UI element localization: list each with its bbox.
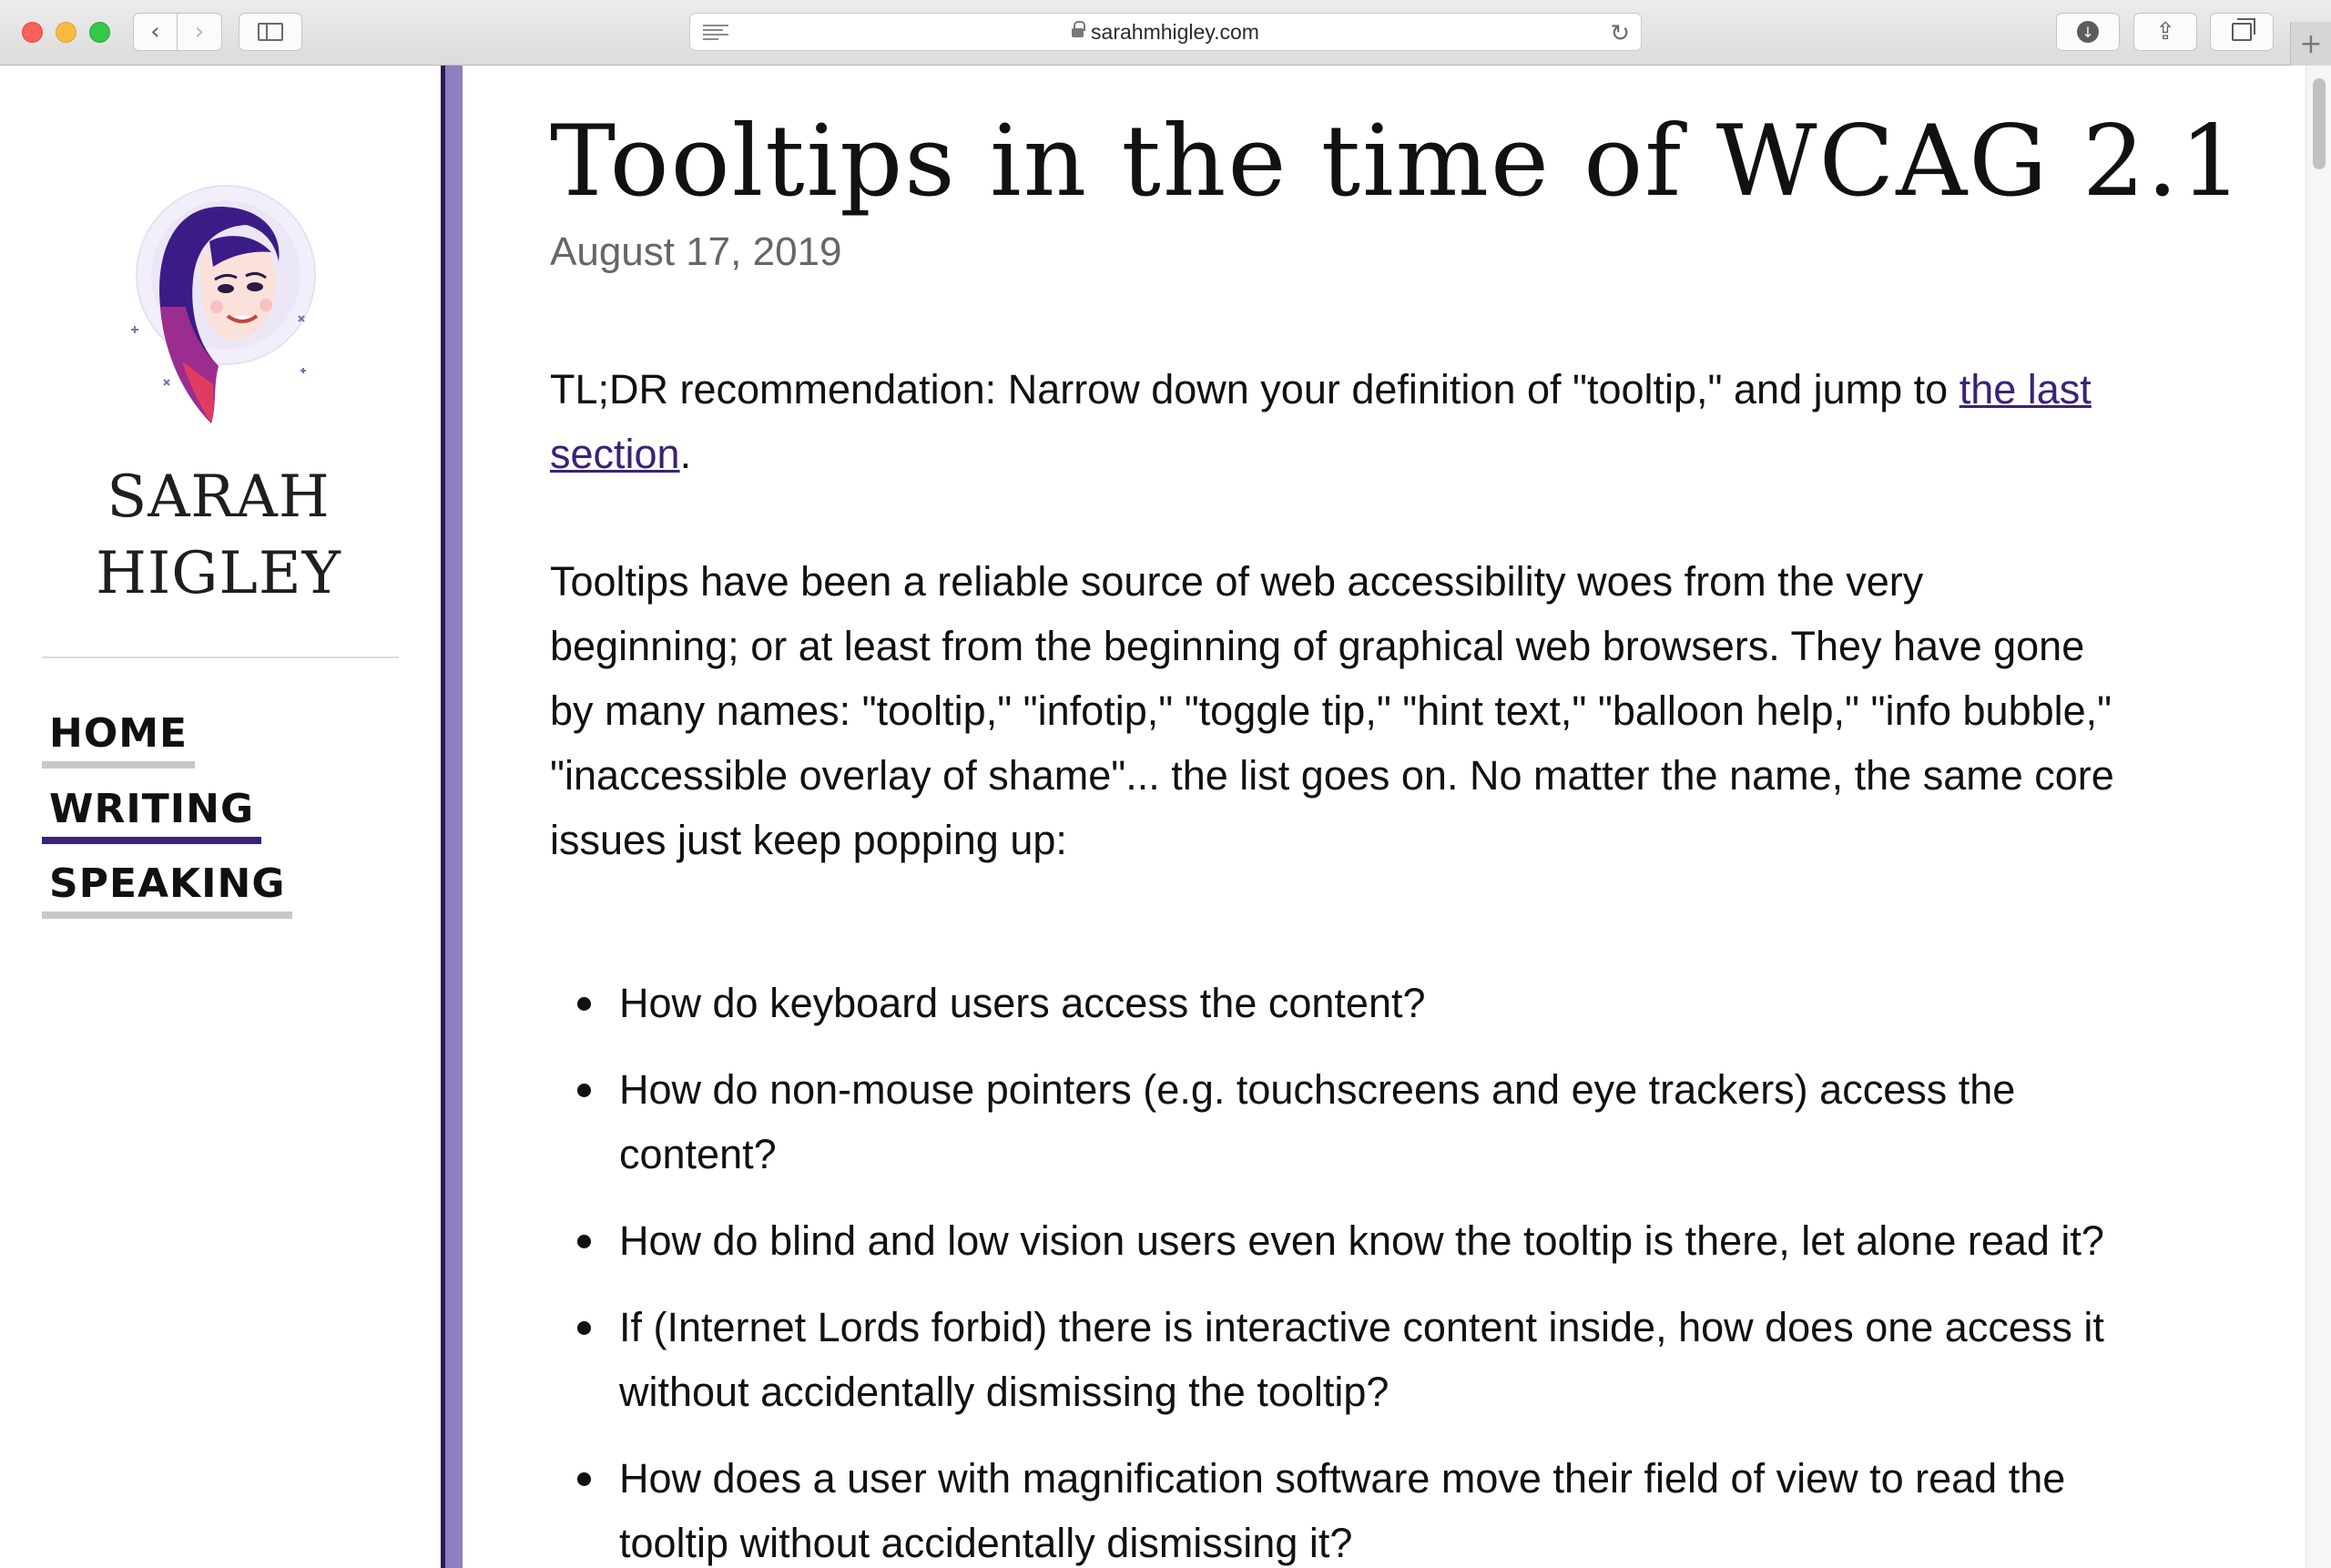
list-item: How do blind and low vision users even know the tooltip is there, let alone read it? (550, 1208, 2116, 1273)
post-title: Tooltips in the time of WCAG 2.1 (550, 105, 2244, 219)
site-title-line1: SARAH (107, 463, 331, 531)
fullscreen-window-button[interactable] (89, 22, 110, 43)
nav-speaking-link[interactable]: SPEAKING (42, 859, 292, 910)
show-tabs-button[interactable] (2210, 13, 2274, 51)
site-sidebar (0, 66, 441, 1568)
url-text: sarahmhigley.com (1091, 19, 1259, 44)
list-item: How do keyboard users access the content? (550, 971, 2116, 1035)
new-tab-button[interactable] (2290, 22, 2331, 66)
chevron-right-icon: › (194, 18, 205, 46)
list-item: How does a user with magnification software move their field of view to read the tooltip without accidentally dismissing it? (550, 1446, 2116, 1568)
list-item: If (Internet Lords forbid) there is interactive content inside, how does one access it without accidentally dismissing the tooltip? (550, 1295, 2116, 1424)
sidebar-toggle-button[interactable] (239, 13, 302, 51)
history-nav (133, 13, 222, 51)
close-window-button[interactable] (22, 22, 43, 43)
post-date: August 17, 2019 (550, 229, 842, 274)
sidebar-divider (42, 657, 399, 658)
tldr-text: TL;DR recommendation: Narrow down your definition of "tooltip," and jump to (550, 366, 1959, 412)
tldr-period: . (679, 431, 692, 477)
lock-icon (1072, 26, 1084, 41)
tabs-icon (2232, 23, 2252, 41)
scrollbar-thumb[interactable] (2313, 78, 2326, 169)
intro-paragraph: Tooltips have been a reliable source of web accessibility woes from the very beginning; or at least from the beginning of graphical web browsers. They have gone by many names: "tooltip," "infotip," "toggle tip," "hint text," "balloon help," "info bubble," "inaccessible overlay of shame"... the list goes on. No matter the name, the same core issues just keep popping up: (550, 558, 2114, 863)
plus-icon: + (2299, 27, 2323, 60)
share-button[interactable] (2133, 13, 2197, 51)
nav-writing-link[interactable]: WRITING (42, 784, 261, 835)
site-title[interactable] (36, 459, 401, 612)
forward-button[interactable] (178, 14, 221, 50)
share-icon: ⇪ (2155, 18, 2175, 46)
chevron-left-icon: ‹ (150, 18, 160, 46)
site-title-line2: HIGLEY (96, 540, 341, 607)
tldr-paragraph (550, 357, 2098, 486)
url-display (690, 14, 1641, 50)
back-button[interactable] (134, 14, 178, 50)
downloads-button[interactable] (2056, 13, 2120, 51)
reload-icon[interactable]: ↻ (1610, 20, 1630, 47)
questions-list (550, 971, 2116, 1568)
avatar[interactable] (118, 179, 328, 443)
sidebar-icon (258, 23, 283, 41)
sidebar-divider-bar (441, 66, 463, 1568)
last-section-link[interactable]: the last section (550, 366, 2092, 477)
address-bar[interactable] (689, 13, 1642, 51)
minimize-window-button[interactable] (56, 22, 76, 43)
browser-toolbar (0, 0, 2331, 66)
nav-home-link[interactable]: HOME (42, 708, 195, 759)
list-item: How do non-mouse pointers (e.g. touchscreens and eye trackers) access the content? (550, 1057, 2116, 1186)
vertical-scrollbar[interactable] (2306, 66, 2331, 1568)
download-icon: ↓ (2077, 21, 2099, 43)
web-page (0, 66, 2331, 1568)
